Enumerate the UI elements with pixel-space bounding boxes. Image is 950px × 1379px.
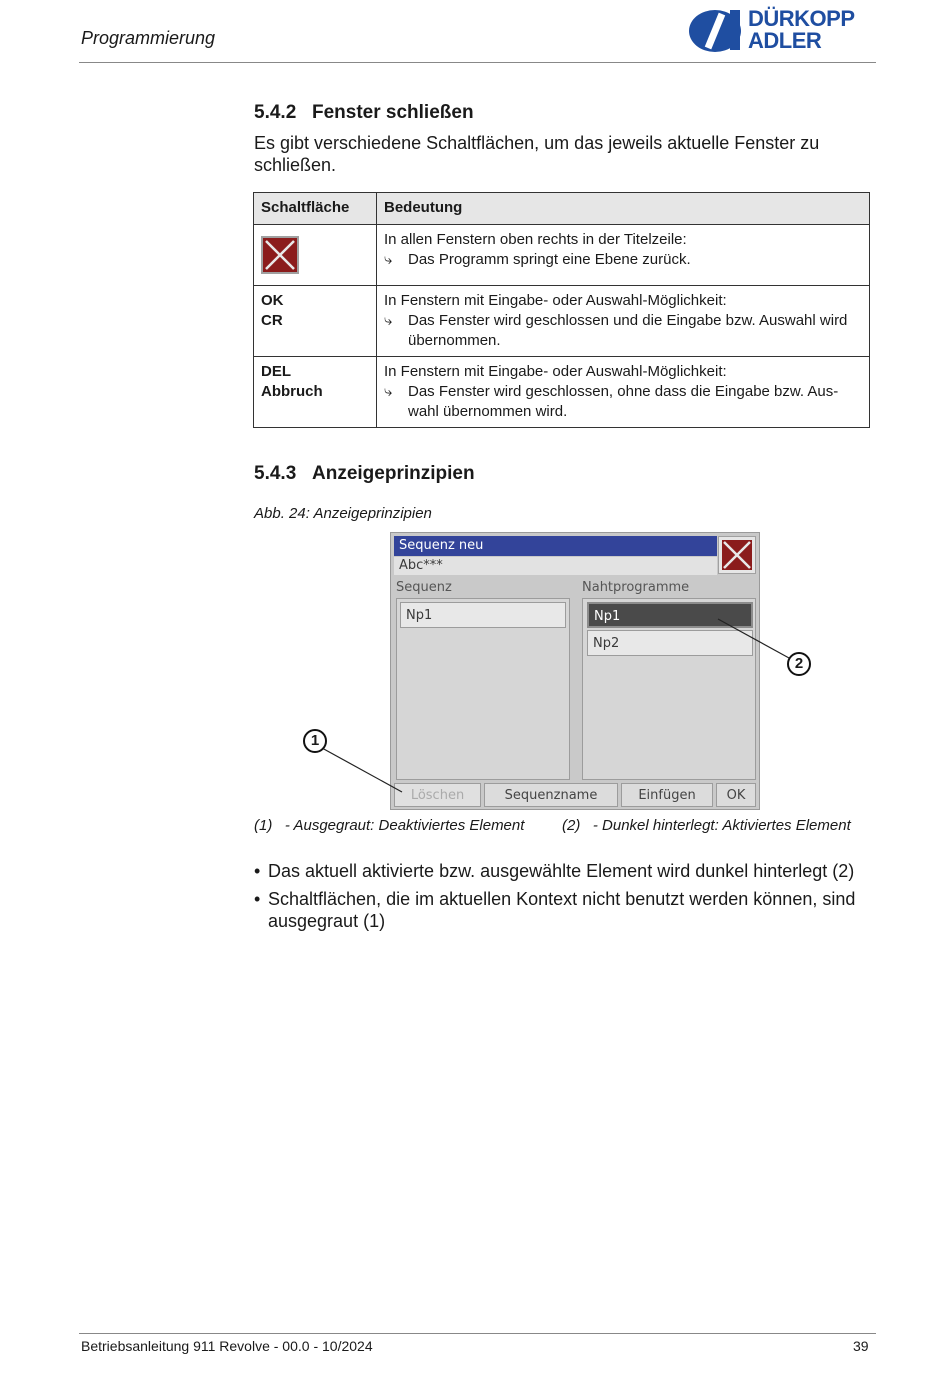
document-title: Betriebsanleitung 911 Revolve - 00.0 - 10/2024 — [81, 1338, 373, 1354]
button-cell — [254, 357, 377, 428]
button-cell — [254, 225, 377, 286]
table-row — [254, 286, 870, 357]
seam-programs-label: Nahtprogramme — [582, 580, 690, 595]
meaning-cell — [377, 357, 870, 428]
sequence-list[interactable] — [396, 598, 570, 780]
callout-2: 2 — [787, 652, 811, 676]
table-row — [254, 357, 870, 428]
legend-text: - Dunkel hinterlegt: Aktiviertes Element — [592, 817, 851, 834]
button-name: CR — [261, 312, 283, 329]
close-buttons-table — [253, 192, 870, 428]
section-heading-542 — [254, 102, 474, 124]
list-item[interactable]: Np1 — [400, 602, 566, 628]
callout-1: 1 — [303, 729, 327, 753]
sequence-name-field[interactable]: Abc*** — [394, 557, 717, 575]
sequence-list-label: Sequenz — [396, 580, 452, 595]
meaning-condition: In allen Fenstern oben rechts in der Titelzeile: — [384, 231, 687, 248]
meaning-condition: In Fenstern mit Eingabe- oder Auswahl-Möglichkeit: — [384, 292, 727, 309]
legend-text: - Ausgegraut: Deaktiviertes Element — [284, 817, 525, 834]
result-arrow-icon: ⤷ — [384, 312, 393, 329]
button-name: DEL — [261, 363, 291, 380]
figure-caption: Abb. 24: Anzeigeprinzipien — [254, 505, 432, 522]
list-item[interactable]: Np2 — [587, 630, 753, 656]
table-row — [254, 225, 870, 286]
result-line — [384, 250, 862, 270]
logo-line-1: DÜRKOPP — [748, 6, 855, 31]
section-heading-543 — [254, 463, 475, 485]
meaning-result: Das Fenster wird geschlossen, ohne dass die Eingabe bzw. Aus-wahl übernommen wird. — [408, 383, 839, 420]
meaning-result: Das Programm springt eine Ebene zurück. — [408, 251, 691, 268]
meaning-result: Das Fenster wird geschlossen und die Eingabe bzw. Auswahl wird übernommen. — [408, 312, 848, 349]
section-number: 5.4.3 — [254, 463, 297, 484]
section-title: Anzeigeprinzipien — [312, 463, 475, 484]
legend-item — [562, 817, 851, 834]
meaning-cell — [377, 225, 870, 286]
meaning-condition: In Fenstern mit Eingabe- oder Auswahl-Möglichkeit: — [384, 363, 727, 380]
close-x-icon — [719, 537, 755, 573]
list-item: • Das aktuell aktivierte bzw. ausgewählte Element wird dunkel hinterlegt (2) — [254, 860, 864, 882]
section-number: 5.4.2 — [254, 102, 297, 123]
footer-divider — [79, 1333, 876, 1334]
button-name: Abbruch — [261, 383, 323, 400]
window-title: Sequenz neu — [394, 536, 717, 556]
logo-text — [748, 8, 855, 52]
column-header-button: Schaltfläche — [254, 193, 377, 225]
list-item: • Schaltflächen, die im aktuellen Kontext nicht benutzt werden können, sind ausgegraut (1) — [254, 888, 864, 932]
logo-line-2: ADLER — [748, 28, 822, 53]
delete-button-disabled[interactable]: Löschen — [394, 783, 481, 807]
legend-num: (1) — [254, 817, 273, 834]
result-arrow-icon: ⤷ — [384, 251, 393, 268]
close-button[interactable] — [718, 536, 756, 574]
seam-program-list[interactable] — [582, 598, 756, 780]
result-line — [384, 382, 862, 422]
table-header-row — [254, 193, 870, 225]
column-header-meaning: Bedeutung — [377, 193, 870, 225]
duerkopp-adler-logo — [688, 8, 878, 56]
page-number: 39 — [853, 1338, 869, 1354]
ok-button[interactable]: OK — [716, 783, 756, 807]
bullet-list — [254, 860, 864, 938]
logo-mark-icon — [688, 8, 746, 54]
sequence-name-button[interactable]: Sequenzname — [484, 783, 618, 807]
header-divider — [79, 62, 876, 63]
insert-button[interactable]: Einfügen — [621, 783, 713, 807]
section-intro: Es gibt verschiedene Schaltflächen, um das jeweils aktuelle Fenster zu schließen. — [254, 133, 820, 175]
result-line — [384, 311, 862, 351]
section-title: Fenster schließen — [312, 102, 474, 123]
result-arrow-icon: ⤷ — [384, 383, 393, 400]
display-screenshot — [390, 532, 760, 810]
list-item-active[interactable]: Np1 — [587, 602, 753, 628]
legend-item — [254, 817, 524, 834]
button-cell — [254, 286, 377, 357]
meaning-cell — [377, 286, 870, 357]
legend-num: (2) — [562, 817, 581, 834]
running-header: Programmierung — [81, 28, 216, 48]
button-name: OK — [261, 292, 284, 309]
close-x-icon — [261, 236, 299, 274]
